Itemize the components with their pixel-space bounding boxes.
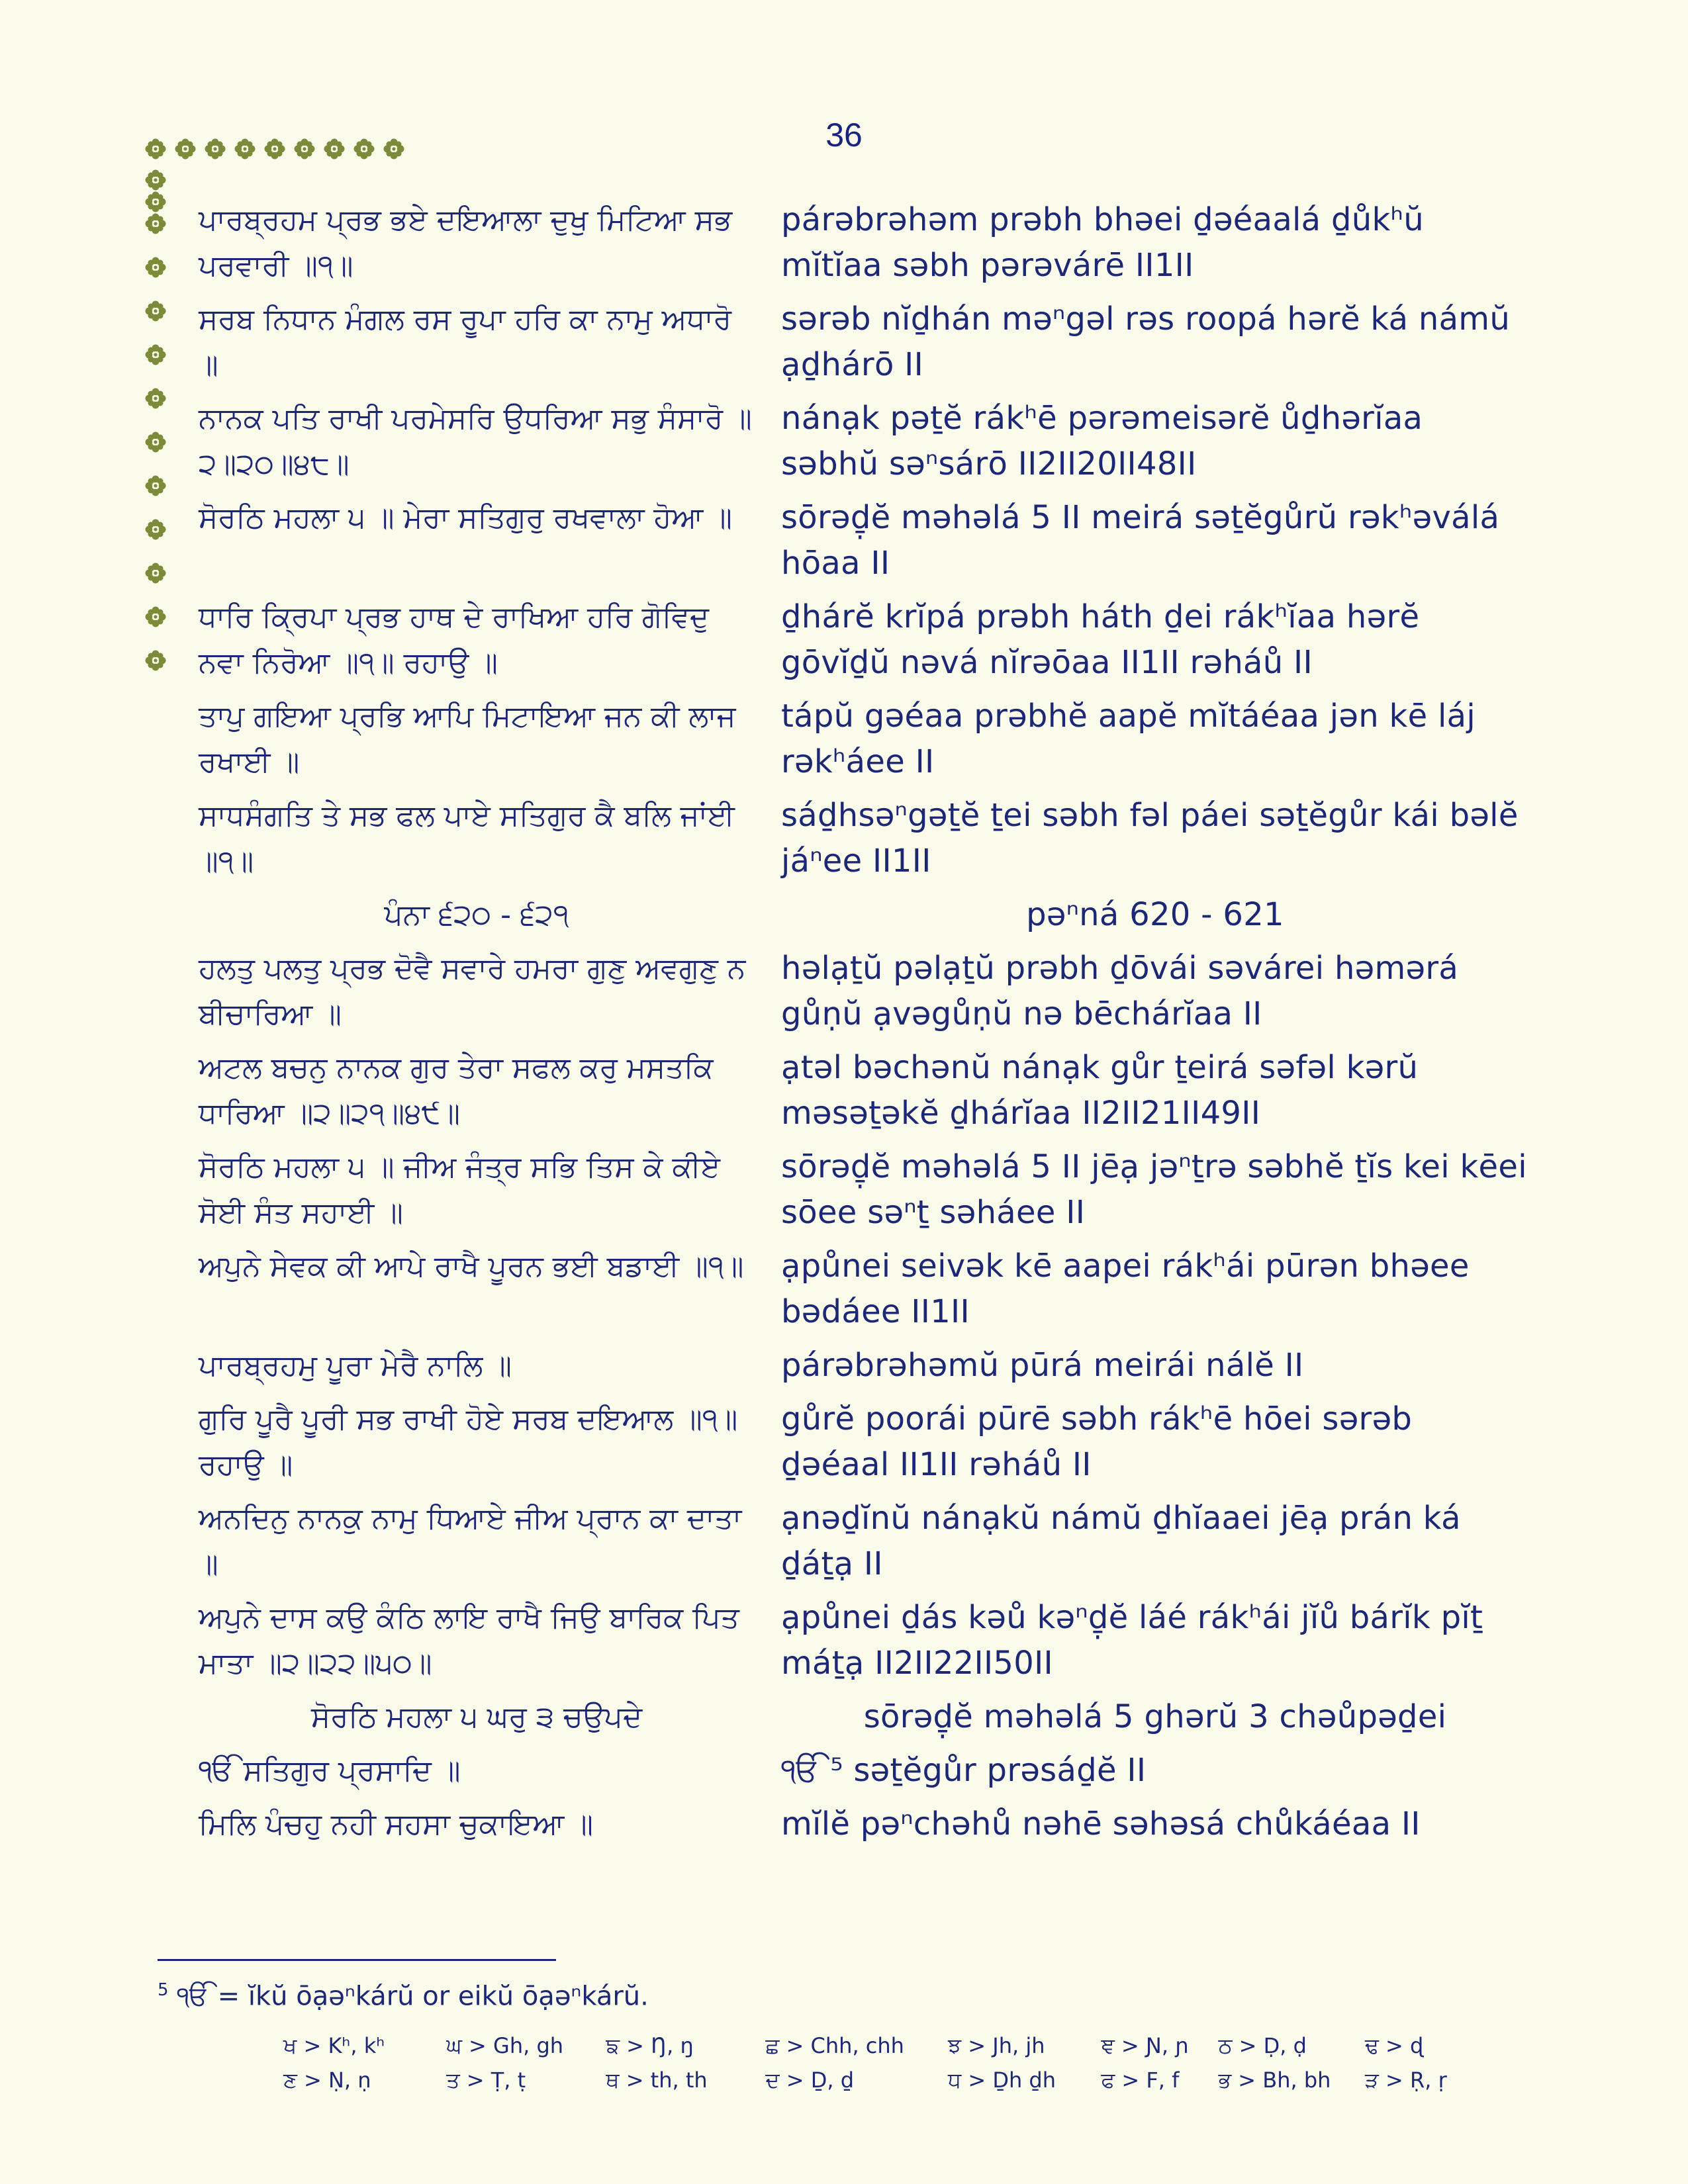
transliteration-text: gůrĕ poorái pūrē səbh rákʰē hōei sərəb ḏəéaal II1II rəháů II [781,1400,1413,1483]
verse-row [199,396,1529,487]
flower-icon [144,191,167,213]
footnote-marker: 5 [158,1980,169,2000]
gurmukhi-text: ੴ ਸਤਿਗੁਰ ਪ੍ਰਸਾਦਿ ॥ [199,1754,461,1788]
flower-icon [144,431,167,453]
footnote-divider [158,1959,556,1961]
gurmukhi-text: ਗੁਰਿ ਪੂਰੈ ਪੂਰੀ ਸਭ ਰਾਖੀ ਹੋਏ ਸਰਬ ਦਇਆਲ ॥੧॥ ਰਹਾਉ ॥ [199,1402,738,1482]
gurmukhi-text: ਮਿਲਿ ਪੰਚਹੁ ਨਹੀ ਸਹਸਾ ਚੁਕਾਇਆ ॥ [199,1807,593,1841]
legend-entry: ਧ > Ḏh ḏh [948,2068,1056,2093]
flower-icon [293,138,316,160]
flower-icon [144,606,167,628]
legend-entry: ਤ > Ṭ, ṭ [446,2068,526,2093]
legend-entry: ਞ > Ɲ, ɲ [1101,2033,1189,2058]
transliteration-text: ạpůnei ḏás kəů kəⁿḏ̣ĕ láé rákʰái jĭů bárĭk pĭṯ máṯạ II2II22II50II [781,1599,1483,1682]
transliteration-text: sōrəḏ̣ĕ məhəlá 5 II jēạ jəⁿṯrə səbhĕ ṯĭs kei kēei sōee səⁿṯ səháee II [781,1148,1527,1231]
flower-icon [144,518,167,541]
legend-entry: ਢ > ɖ [1364,2033,1424,2058]
verse-row [199,197,1529,289]
flower-icon [144,475,167,497]
gurmukhi-text: ਪੰਨਾ ੬੨੦ - ੬੨੧ [384,898,569,932]
flower-icon [144,562,167,584]
legend-entry: ਭ > Bh, bh [1218,2068,1331,2093]
gurmukhi-text: ਧਾਰਿ ਕ੍ਰਿਪਾ ਪ੍ਰਭ ਹਾਥ ਦੇ ਰਾਖਿਆ ਹਰਿ ਗੋਵਿਦੁ ਨਵਾ ਨਿਰੋਆ ॥੧॥ ਰਹਾਉ ॥ [199,600,710,680]
gurmukhi-text: ਸੋਰਠਿ ਮਹਲਾ ੫ ॥ ਜੀਅ ਜੰਤ੍ਰ ਸਭਿ ਤਿਸ ਕੇ ਕੀਏ ਸੋਈ ਸੰਤ ਸਹਾਈ ॥ [199,1150,720,1230]
verse-row [199,793,1529,884]
verse-row [199,1343,1529,1388]
verse-row [199,1496,1529,1587]
verse-row [199,495,1529,586]
flower-icon [353,138,375,160]
transliteration-text: sōrəḏ̣ĕ məhəlá 5 ghərŭ 3 chəůpəḏei [863,1698,1447,1735]
transliteration-text: ḏhárĕ krĭpá prəbh háth ḏei rákʰĭaa hərĕ gōvĭḏŭ nəvá nĭrəōaa II1II rəháů II [781,598,1420,681]
legend-entry: ਝ > Jh, jh [948,2033,1045,2058]
transliteration-text: mĭlĕ pəⁿchəhů nəhē səhəsá chůkáéaa II [781,1805,1421,1843]
gurmukhi-text: ਸਾਧਸੰਗਤਿ ਤੇ ਸਭ ਫਲ ਪਾਏ ਸਤਿਗੁਰ ਕੈ ਬਲਿ ਜਾਂਈ ॥੧॥ [199,799,735,878]
flower-icon [144,169,167,191]
verse-row [199,1595,1529,1686]
flower-icon [144,212,167,235]
gurmukhi-text: ਪਾਰਬ੍ਰਹਮੁ ਪੂਰਾ ਮੇਰੈ ਨਾਲਿ ॥ [199,1349,512,1383]
transliteration-text: ੴ ⁵ səṯĕgůr prəsáḏĕ II [781,1752,1147,1789]
legend-entry: ਖ > Kʰ, kʰ [283,2033,385,2058]
section-heading-row [199,1694,1529,1740]
transliteration-text: sōrəḏ̣ĕ məhəlá 5 II meirá səṯĕgůrŭ rəkʰəválá hōaa II [781,499,1500,582]
flower-icon [174,138,197,160]
transliteration-text: həlạṯŭ pəlạṯŭ prəbh ḏōvái səvárei həmərá gůṇŭ ạvəgůṇŭ nə bēchárĭaa II [781,950,1459,1032]
legend-entry: ਘ > Gh, gh [446,2033,564,2058]
transliteration-text: ạpůnei seivək kē aapei rákʰái pūrən bhəee bədáee II1II [781,1248,1470,1330]
transliteration-text: ạnəḏĭnŭ nánạkŭ námŭ ḏhĭaaei jēạ prán ká ḏáṯạ II [781,1500,1461,1582]
flower-icon [144,256,167,279]
flower-icon [234,138,256,160]
legend-entry: ਠ > Ḍ, ḍ [1218,2033,1307,2058]
legend-entry: ੜ > Ṛ, ṛ [1364,2068,1447,2093]
verse-row [199,1748,1529,1794]
page-number: 36 [825,116,863,154]
flower-icon [144,138,167,160]
gurmukhi-text: ਪਾਰਬ੍ਰਹਮ ਪ੍ਰਭ ਭਏ ਦਇਆਲਾ ਦੁਖੁ ਮਿਟਿਆ ਸਭ ਪਰਵਾਰੀ ॥੧॥ [199,203,732,283]
flower-icon [323,138,346,160]
gurmukhi-text: ਹਲਤੁ ਪਲਤੁ ਪ੍ਰਭ ਦੋਵੈ ਸਵਾਰੇ ਹਮਰਾ ਗੁਣੁ ਅਵਗੁਣੁ ਨ ਬੀਚਾਰਿਆ ॥ [199,952,746,1031]
transliteration-text: nánạk pəṯĕ rákʰē pərəmeisərĕ ůḏhərĭaa səbhŭ səⁿsárō II2II20II48II [781,400,1423,482]
transliteration-text: párəbrəhəm prəbh bhəei ḏəéaalá ḏůkʰŭ mĭtĭaa səbh pərəvárē II1II [781,201,1424,284]
flower-icon [144,649,167,672]
verse-row [199,946,1529,1037]
flower-icon [263,138,286,160]
verse-row [199,694,1529,785]
verse-row [199,1801,1529,1847]
flower-icon [144,343,167,366]
legend-entry: ਥ > th, th [606,2068,708,2093]
gurmukhi-text: ਸੋਰਠਿ ਮਹਲਾ ੫ ॥ ਮੇਰਾ ਸਤਿਗੁਰੁ ਰਖਵਾਲਾ ਹੋਆ ॥ [199,501,732,535]
flower-icon [204,138,226,160]
verse-row [199,1244,1529,1335]
transliteration-text: pəⁿná 620 - 621 [1026,896,1284,933]
transliteration-text: tápŭ gəéaa prəbhĕ aapĕ mĭtáéaa jən kē láj rəkʰáee II [781,698,1476,780]
gurmukhi-text: ਸਰਬ ਨਿਧਾਨ ਮੰਗਲ ਰਸ ਰੂਪਾ ਹਰਿ ਕਾ ਨਾਮੁ ਅਧਾਰੋ ॥ [199,302,732,382]
legend-entry: ਛ > Chh, chh [765,2033,904,2058]
verse-row [199,296,1529,388]
legend-entry: ਙ > Ŋ, ŋ [606,2033,694,2058]
transliteration-text: párəbrəhəmŭ pūrá meirái nálĕ II [781,1347,1304,1384]
gurmukhi-text: ਨਾਨਕ ਪਤਿ ਰਾਖੀ ਪਰਮੇਸਰਿ ਉਧਰਿਆ ਸਭੁ ਸੰਸਾਰੋ ॥੨॥੨੦॥੪੮॥ [199,402,752,481]
footnote-text: ੴ = ĭkŭ ōạəⁿkárŭ or eikŭ ōạəⁿkárŭ. [177,1981,649,2012]
legend-entry: ਣ > Ṇ, ṇ [283,2068,371,2093]
gurmukhi-text: ਅਪੁਨੇ ਦਾਸ ਕਉ ਕੰਠਿ ਲਾਇ ਰਾਖੈ ਜਿਉ ਬਾਰਿਕ ਪਿਤ ਮਾਤਾ ॥੨॥੨੨॥੫੦॥ [199,1601,739,1680]
gurmukhi-text: ਅਪੁਨੇ ਸੇਵਕ ਕੀ ਆਪੇ ਰਾਖੈ ਪੂਰਨ ਭਈ ਬਡਾਈ ॥੧॥ [199,1250,744,1283]
transliteration-text: sáḏhsəⁿgəṯĕ ṯei səbh fəl páei səṯĕgůr kái bəlĕ jáⁿee II1II [781,797,1519,880]
flower-icon [144,387,167,410]
footnote [158,1980,649,2011]
section-heading-row [199,892,1529,938]
transliteration-text: ạtəl bəchənŭ nánạk gůr ṯeirá səfəl kərŭ məsəṯəkĕ ḏhárĭaa II2II21II49II [781,1049,1419,1132]
transliteration-legend [283,2033,1528,2102]
gurmukhi-text: ਤਾਪੁ ਗਇਆ ਪ੍ਰਭਿ ਆਪਿ ਮਿਟਾਇਆ ਜਨ ਕੀ ਲਾਜ ਰਖਾਈ ॥ [199,700,736,779]
legend-row [283,2033,1528,2068]
verse-row [199,1045,1529,1136]
flower-icon [383,138,405,160]
gurmukhi-text: ਅਟਲ ਬਚਨੁ ਨਾਨਕ ਗੁਰ ਤੇਰਾ ਸਫਲ ਕਰੁ ਮਸਤਕਿ ਧਾਰਿਆ ॥੨॥੨੧॥੪੯॥ [199,1051,714,1130]
verse-table [199,197,1529,1855]
verse-row [199,1144,1529,1236]
gurmukhi-text: ਸੋਰਠਿ ਮਹਲਾ ੫ ਘਰੁ ੩ ਚਉਪਦੇ [310,1700,643,1734]
verse-row [199,594,1529,686]
legend-row [283,2068,1528,2102]
transliteration-text: sərəb nĭḏhán məⁿgəl rəs roopá hərĕ ká námŭ ạḏhárō II [781,300,1511,383]
flower-icon [144,300,167,322]
legend-entry: ਫ > F, f [1101,2068,1180,2093]
verse-row [199,1396,1529,1488]
legend-entry: ਦ > Ḏ, ḏ [765,2068,855,2093]
gurmukhi-text: ਅਨਦਿਨੁ ਨਾਨਕੁ ਨਾਮੁ ਧਿਆਏ ਜੀਅ ਪ੍ਰਾਨ ਕਾ ਦਾਤਾ ॥ [199,1502,742,1581]
